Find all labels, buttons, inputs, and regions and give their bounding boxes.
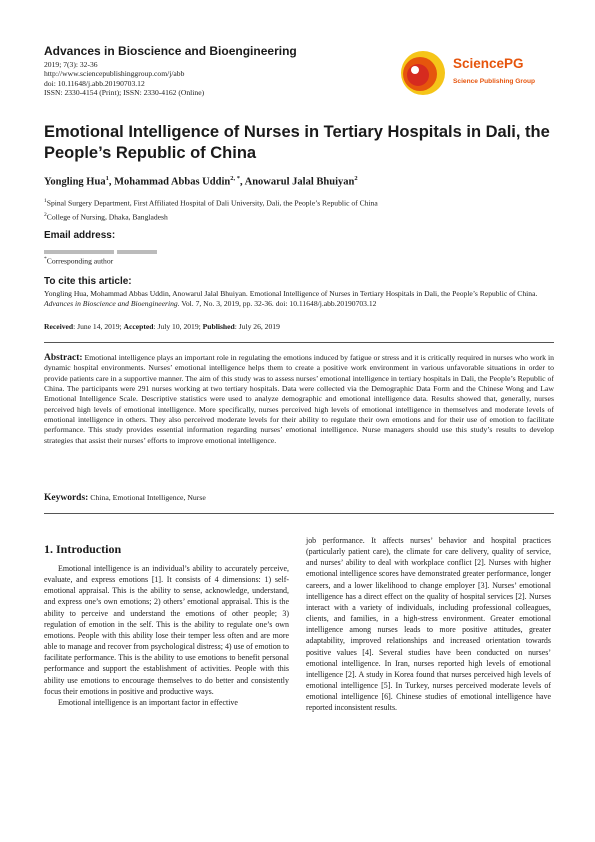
- article-title: Emotional Intelligence of Nurses in Tertiary Hospitals in Dali, the People’s Republic of China: [44, 123, 550, 162]
- affiliation: $^1$Spinal Surgery Department, First Affiliated Hospital of Dali University, Dali, the People’s Republic of China: [44, 198, 378, 208]
- journal-doi[interactable]: doi: 10.11648/j.abb.20190703.12: [44, 78, 145, 88]
- author-list: Yongling Hua$^1$, Mohammad Abbas Uddin$^{2, *}$, Anowarul Jalal Bhuiyan$^2$: [44, 175, 358, 188]
- journal-name: Advances in Bioscience and Bioengineering: [44, 44, 297, 58]
- author-name: Anowarul Jalal Bhuiyan: [244, 176, 355, 188]
- email-heading: Email address:: [44, 230, 116, 241]
- author-name: Yongling Hua: [44, 176, 106, 188]
- journal-issue: 2019; 7(3): 32-36: [44, 60, 98, 69]
- citation-text: Yongling Hua, Mohammad Abbas Uddin, Anowarul Jalal Bhuiyan. Emotional Intelligence of Nurses in Tertiary Hospitals in Dali, the People’s Republic of China. Advances in Bioscience and Bioengineering. Vol. 7, No. 3, 2019, pp. 32-36. doi: 10.11648/j.abb.20190703.12: [44, 289, 538, 308]
- author-sup: 1: [105, 175, 109, 182]
- keywords: Keywords: China, Emotional Intelligence, Nurse: [44, 493, 206, 503]
- cite-heading: To cite this article:: [44, 276, 132, 287]
- journal-url[interactable]: http://www.sciencepublishinggroup.com/j/abb: [44, 69, 185, 79]
- author-sup: 2, *: [230, 175, 240, 182]
- paragraph: job performance. It affects nurses’ behavior and hospital practices (particularly patient care), the climate for care delivery, quality of service, and nurses’ ability to deal with workplace conflict [2]. Nurses with higher emotional intelligence scores have demonstrated greater performance, longer careers, and a lower likelihood to change employer [3]. Nurses’ emotional intelligence has a direct effect on the quality of hospital services [2]. Nurses interact with a variety of individuals, including professional colleagues, clients, and families, in a high-stress environment. Greater emotional intelligence among nurses leads to more positive attitudes, greater adaptability, improved relationships and increased orientation towards positive values [4]. Several studies have been conducted on nurses’ emotional intelligence. In Iran, nurses reported high levels of emotional intelligence [2]. A study in Korea found that nurses perceived high levels of emotional intelligence [5]. In Turkey, nurses perceived moderate levels of emotional intelligence [6]. Chinese studies of emotional intelligence have reported inconsistent results.: [306, 536, 551, 713]
- right-column: [306, 535, 551, 714]
- author-name: Mohammad Abbas Uddin: [114, 176, 231, 188]
- author-sup: 2: [354, 175, 358, 182]
- divider: [44, 513, 554, 514]
- article-dates: Received: June 14, 2019; Accepted: July 10, 2019; Published: July 26, 2019: [44, 322, 280, 331]
- left-column: [44, 563, 289, 708]
- logo-subtitle: Science Publishing Group: [453, 78, 536, 85]
- journal-meta: [44, 60, 204, 98]
- logo-name: SciencePG: [453, 56, 524, 71]
- journal-issn: ISSN: 2330-4154 (Print); ISSN: 2330-4162 (Online): [44, 88, 205, 98]
- redacted-email: [44, 243, 176, 252]
- corresponding-note: *Corresponding author: [44, 256, 114, 266]
- paragraph: Emotional intelligence is an important factor in effective: [58, 697, 238, 707]
- abstract: Abstract: Emotional intelligence plays an important role in regulating the emotions induced by fatigue or stress and it is critically required in nurses who work in dynamic hospital environments. Nurses’ emotional intelligence helps them to create a positive work environment in various unfavorable situations in order to provide patients care in a supportive manner. The aim of this study was to assess nurses’ emotional intelligence in tertiary hospitals in Dali, the People’s Republic of China. The participants were 291 nurses working at two tertiary hospitals. Data were collected via the Demographic Data Form and the Chinese Wong and Law Emotional Intelligence Scale. Descriptive statistics were used to analyze demographic and emotional intelligence data. Results showed that, generally, nurses perceived high levels of emotional intelligence. More specifically, nurses perceived high levels of emotional intelligence in themselves and moderate levels of emotional intelligence in others. They also perceived moderate levels for their ability to regulate their own emotions and for their use of emotion to facilitate performance. This study provides essential information regarding nurses’ emotional intelligence. Nurse managers should use this study’s results to develop strategies that assist their nurses’ efforts to improve emotional intelligence.: [44, 353, 554, 445]
- affiliation: $^2$College of Nursing, Dhaka, Bangladesh: [44, 212, 168, 222]
- section-heading: 1. Introduction: [44, 542, 122, 556]
- paragraph: Emotional intelligence is an individual’s ability to accurately perceive, evaluate, and express emotions [1]. It consists of 4 dimensions: 1) self-emotional appraisal. This is the ability to sense, acknowledge, understand, and express one’s own emotions; 2) others’ emotional appraisal. This is the ability to perceive and understand the emotions of other people; 3) regulation of emotion in the self. This is the ability to regulate one’s own emotions. People with this ability lose their temper less often and are more able to manage and recover from psychological distress; 4) use of emotion to facilitate performance. This is the ability to use emotions to benefit personal performance and support the establishment of activities. People with this ability use emotions to encourage themselves to do better and consistently focus their emotions in positive and productive ways.: [44, 564, 289, 696]
- divider: [44, 342, 554, 343]
